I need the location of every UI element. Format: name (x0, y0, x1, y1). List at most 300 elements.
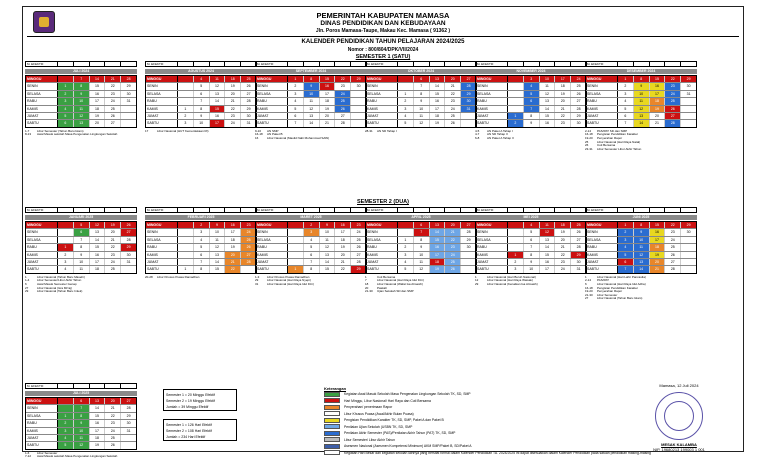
effective-weeks-row (145, 207, 257, 213)
day-cell: 29 (246, 106, 251, 111)
month-block (145, 207, 257, 279)
month-grid (585, 221, 697, 274)
day-name: MINGGU (146, 222, 178, 228)
day-cell (178, 91, 194, 97)
day-cell: 10 (74, 98, 90, 104)
day-cell: 21 (225, 98, 241, 104)
day-cell: 24 (335, 91, 351, 97)
day-cell: 27 (121, 398, 136, 404)
day-row (366, 229, 476, 236)
day-cell: 19 (555, 229, 571, 235)
month-name: JUNI 2025 (585, 215, 697, 220)
day-cell: 1 (58, 244, 74, 250)
day-cell: 15 (320, 76, 336, 82)
legend-title: Keterangan (324, 386, 347, 391)
effective-weeks-label: M. EFEKTIF (26, 208, 58, 212)
day-cell (58, 76, 74, 82)
legend-swatch (324, 424, 340, 429)
legend-text: Penilaian Akhir Semester (PAS)/Penilaian Akhir Tahun (PAT) TK, SD, SMP (344, 431, 456, 436)
month-name: JANUARI 2025 (25, 215, 137, 220)
day-cell: 27 (356, 252, 361, 257)
day-cell: 13 (320, 252, 336, 258)
day-cell: 28 (461, 83, 476, 89)
day-cell: 6 (524, 237, 540, 243)
day-row (366, 244, 476, 251)
day-cell: 16 (650, 83, 666, 89)
note-item: 16-18 AN Paket B (255, 132, 283, 137)
day-cell (58, 222, 74, 228)
month-grid (145, 221, 257, 274)
day-row (586, 120, 696, 126)
day-cell (508, 237, 524, 243)
month-grid (365, 221, 477, 274)
days-summary (163, 419, 237, 441)
day-cell: 23 (445, 98, 461, 104)
month-name: SEPTEMBER 2024 (255, 69, 367, 74)
day-row (26, 435, 136, 442)
day-cell: 9 (414, 244, 430, 250)
day-cell: 19 (225, 244, 241, 250)
day-cell (351, 98, 366, 104)
day-cell (121, 120, 136, 126)
day-cell: 21 (445, 229, 461, 235)
day-cell: 2 (58, 420, 74, 426)
day-cell: 5 (524, 229, 540, 235)
day-row (26, 413, 136, 420)
day-name: SABTU (586, 120, 618, 126)
day-name: SABTU (256, 120, 288, 126)
day-cell: 20 (445, 76, 461, 82)
day-row (476, 237, 586, 244)
day-cell: 1 (618, 76, 634, 82)
day-cell: 2 (194, 222, 210, 228)
day-cell: 2 (58, 252, 74, 258)
day-row (476, 252, 586, 259)
month-notes (25, 452, 137, 459)
note-item: 26 Cuti Bersama (585, 143, 616, 148)
day-name: RABU (256, 98, 288, 104)
day-cell: 26 (105, 113, 121, 119)
day-cell: 8 (414, 91, 430, 97)
day-cell: 17 (90, 98, 106, 104)
day-cell: 15 (210, 266, 226, 272)
note-item: 1 Cuti Bersama (365, 274, 396, 279)
day-name: SELASA (146, 91, 178, 97)
day-cell (178, 244, 194, 250)
month-grid (365, 75, 477, 128)
day-cell: 21 (445, 83, 461, 89)
day-name: JUMAT (146, 259, 178, 265)
day-name: SENIN (586, 83, 618, 89)
day-name: SABTU (146, 266, 178, 272)
day-cell: 26 (246, 84, 251, 89)
day-cell: 16 (225, 222, 241, 228)
day-cell: 3 (58, 98, 74, 104)
day-cell: 18 (90, 106, 106, 112)
day-cell: 26 (445, 266, 461, 272)
day-cell: 3 (524, 76, 540, 82)
day-cell: 29 (681, 222, 696, 228)
day-cell: 18 (650, 98, 666, 104)
day-name: SABTU (476, 266, 508, 272)
effective-weeks-label: M. EFEKTIF (146, 208, 178, 212)
day-cell: 10 (634, 237, 650, 243)
day-name: SELASA (146, 237, 178, 243)
day-cell: 27 (461, 222, 476, 228)
day-cell: 17 (90, 259, 106, 265)
day-cell (288, 229, 304, 235)
day-cell: 26 (445, 120, 461, 126)
note-item: 31 Libur Nasional (Hari Raya Idul Fitri) (255, 281, 314, 286)
day-cell: 25 (356, 237, 361, 242)
day-row (146, 266, 256, 272)
day-cell: 28 (126, 406, 131, 411)
day-name: RABU (256, 244, 288, 250)
day-row (476, 244, 586, 251)
day-cell: 4 (58, 435, 74, 441)
day-cell: 12 (634, 106, 650, 112)
month-name: MEI 2025 (475, 215, 587, 220)
day-cell: 31 (246, 121, 251, 126)
day-row (26, 83, 136, 90)
day-row (146, 237, 256, 244)
day-name: RABU (586, 98, 618, 104)
day-cell: 28 (576, 245, 581, 250)
note-item: 6 Awal Masuk Semester Genap (25, 281, 77, 286)
legend-text: Kegiatan Awal Masuk Sekolah Masa Pengenalan Lingkungan Sekolah TK, SD, SMP (344, 392, 471, 397)
day-cell: 28 (466, 230, 471, 235)
day-row (476, 120, 586, 126)
effective-weeks-row (255, 61, 367, 67)
day-cell: 9 (524, 120, 540, 126)
day-cell: 13 (90, 398, 106, 404)
note-item: 6 Libur Nasional (Hari Raya Idul Adha) (585, 281, 646, 286)
month-name: JULI 2025 (25, 391, 137, 396)
effective-weeks-label: M. EFEKTIF (476, 62, 508, 66)
month-notes (145, 130, 257, 134)
day-cell (178, 229, 194, 235)
legend-swatch (324, 411, 340, 416)
day-row (366, 91, 476, 98)
day-cell: 2 (508, 259, 524, 265)
month-name: AGUSTUS 2024 (145, 69, 257, 74)
day-name: MINGGU (476, 222, 508, 228)
day-cell: 6 (618, 113, 634, 119)
legend-text: Penilaian Ujian Sekolah (USBN TK, SD, SMP (344, 424, 413, 429)
summary-line: Semester 1 = 126 Hari Efektif (166, 423, 212, 427)
day-cell: 2 (508, 120, 524, 126)
day-cell (461, 266, 476, 272)
day-cell: 29 (571, 252, 586, 258)
day-name: SELASA (26, 91, 58, 97)
day-cell: 2 (58, 91, 74, 97)
day-name: MINGGU (26, 76, 58, 82)
month-block (365, 207, 477, 294)
day-cell: 2 (618, 229, 634, 235)
day-cell: 3 (58, 259, 74, 265)
day-cell (681, 113, 696, 119)
day-row (586, 252, 696, 259)
day-cell: 4 (524, 222, 540, 228)
day-cell (351, 120, 366, 126)
month-block (25, 383, 137, 459)
day-row (146, 83, 256, 90)
day-row (256, 222, 366, 229)
day-row (476, 229, 586, 236)
day-cell: 23 (335, 83, 351, 89)
day-cell: 28 (576, 106, 581, 111)
day-row (26, 113, 136, 120)
day-cell: 27 (241, 252, 256, 258)
day-cell: 10 (414, 106, 430, 112)
legend-swatch (324, 450, 340, 455)
day-cell: 29 (126, 84, 131, 89)
day-cell: 29 (576, 113, 581, 118)
day-cell (461, 113, 476, 119)
day-cell: 7 (288, 120, 304, 126)
day-cell (681, 266, 696, 272)
day-cell: 22 (105, 244, 121, 250)
day-cell (121, 106, 136, 112)
day-row (476, 113, 586, 120)
month-name: APRIL 2025 (365, 215, 477, 220)
day-name: SELASA (586, 91, 618, 97)
day-cell: 22 (555, 252, 571, 258)
day-cell: 11 (414, 113, 430, 119)
day-row (366, 98, 476, 105)
day-cell: 13 (74, 120, 90, 126)
day-cell: 21 (105, 237, 121, 243)
note-item: 27 Libur Nasional (Tahun Baru Islam) (585, 296, 643, 301)
day-cell: 20 (445, 222, 461, 228)
day-cell: 10 (74, 428, 90, 434)
day-row (146, 113, 256, 120)
day-name: SABTU (26, 120, 58, 126)
day-cell: 30 (126, 252, 131, 257)
day-cell: 8 (74, 244, 90, 250)
month-notes (255, 276, 367, 287)
day-cell: 9 (74, 91, 90, 97)
day-cell: 15 (540, 113, 556, 119)
month-notes (475, 130, 587, 141)
day-row (146, 222, 256, 229)
day-name: SABTU (26, 442, 58, 448)
effective-weeks-label: M. EFEKTIF (476, 208, 508, 212)
day-cell: 12 (210, 244, 226, 250)
day-cell: 25 (445, 259, 461, 265)
semester1-label: SEMESTER 1 (SATU) (355, 54, 411, 60)
day-cell: 21 (105, 405, 121, 411)
day-row (586, 76, 696, 83)
day-cell: 4 (398, 259, 414, 265)
day-row (256, 266, 366, 272)
day-name: KAMIS (476, 106, 508, 112)
day-cell (288, 244, 304, 250)
day-cell: 14 (430, 229, 446, 235)
calendar-number: Nomor : 800/804/DPK/VII/2024 (347, 47, 419, 53)
day-cell: 4 (304, 237, 320, 243)
day-row (26, 91, 136, 98)
legend-text: Kegiatan Hari Besar dan kegiatan sekolah lainnya yang bersifat formal dalam Kalender Pendidikan TA. 2024/2025 ini dapat disesuaikan dalam Kalender Pendidikan pada satuan pendidikan masing-masing (344, 450, 651, 455)
day-cell: 27 (105, 120, 121, 126)
note-item: 2-14 PAS/PAT SD dan SMP (585, 128, 628, 133)
day-cell: 8 (194, 106, 210, 112)
note-item: 29 Libur Nasional (Hari Raya Nyepi) (255, 278, 311, 283)
day-cell (681, 98, 696, 104)
summary-line: Semester 1 = 20 Minggu Efektif (166, 393, 215, 397)
effective-weeks-row (145, 61, 257, 67)
day-cell: 23 (445, 244, 461, 250)
day-cell: 21 (335, 259, 351, 265)
day-cell: 24 (105, 428, 121, 434)
day-cell: 11 (414, 259, 430, 265)
day-cell: 21 (225, 259, 241, 265)
day-cell: 4 (524, 83, 540, 89)
day-name: KAMIS (26, 428, 58, 434)
weeks-summary (163, 389, 237, 411)
day-cell: 3 (618, 237, 634, 243)
day-cell: 4 (618, 98, 634, 104)
month-notes (365, 276, 477, 294)
day-name: KAMIS (26, 252, 58, 258)
day-cell: 19 (90, 442, 106, 448)
note-item: 19-20 Penyerahan Rapor (585, 289, 623, 294)
day-cell: 29 (126, 413, 131, 418)
day-row (476, 266, 586, 272)
legend-swatch (324, 405, 340, 410)
day-cell: 30 (576, 121, 581, 126)
day-name: SENIN (26, 405, 58, 411)
day-cell: 4 (398, 113, 414, 119)
day-row (256, 259, 366, 266)
day-cell: 24 (356, 230, 361, 235)
day-cell: 1 (398, 237, 414, 243)
day-cell: 6 (288, 113, 304, 119)
legend-text: Penyerahan/ penerimaan Rapor (344, 405, 393, 410)
day-cell: 13 (90, 229, 106, 235)
day-name: RABU (366, 244, 398, 250)
day-name: SABTU (476, 120, 508, 126)
day-cell: 9 (304, 83, 320, 89)
day-name: RABU (366, 98, 398, 104)
month-name: JULI 2024 (25, 69, 137, 74)
day-cell: 17 (650, 237, 666, 243)
day-cell: 14 (540, 244, 556, 250)
day-cell: 20 (320, 113, 336, 119)
month-grid (475, 221, 587, 274)
day-cell: 19 (105, 222, 121, 228)
day-cell: 10 (74, 259, 90, 265)
day-cell: 25 (665, 244, 681, 250)
day-cell: 25 (571, 222, 586, 228)
day-cell: 17 (650, 91, 666, 97)
day-row (476, 83, 586, 90)
day-cell: 21 (555, 244, 571, 250)
month-block (25, 61, 137, 137)
day-cell: 12 (414, 120, 430, 126)
day-row (366, 83, 476, 90)
note-item: 6-8 AN Paket A Tahap II (475, 135, 514, 140)
header-divider (27, 36, 739, 37)
day-cell (508, 98, 524, 104)
day-cell: 13 (210, 91, 226, 97)
day-cell: 29 (351, 266, 366, 272)
day-cell: 20 (335, 252, 351, 258)
note-item: 7 Libur Nasional (Hari Raya Idul Fitri) (365, 278, 424, 283)
day-cell: 11 (74, 266, 90, 272)
day-cell: 7 (524, 106, 540, 112)
day-cell: 26 (356, 245, 361, 250)
day-cell: 6 (194, 252, 210, 258)
day-cell (178, 252, 194, 258)
day-cell: 14 (430, 83, 446, 89)
day-name: KAMIS (256, 106, 288, 112)
day-row (146, 259, 256, 266)
month-block (585, 61, 697, 151)
day-cell: 30 (686, 230, 691, 235)
effective-weeks-row (475, 61, 587, 67)
month-block (585, 207, 697, 301)
day-cell: 25 (105, 266, 121, 272)
day-cell: 12 (90, 222, 106, 228)
day-name: MINGGU (256, 76, 288, 82)
day-cell: 30 (576, 259, 581, 264)
day-cell: 12 (74, 113, 90, 119)
day-row (26, 405, 136, 412)
day-cell: 20 (225, 91, 241, 97)
effective-weeks-label: M. EFEKTIF (26, 384, 58, 388)
day-cell: 29 (466, 237, 471, 242)
day-cell: 21 (320, 120, 336, 126)
day-row (366, 120, 476, 126)
day-name: RABU (26, 420, 58, 426)
day-name: SELASA (256, 91, 288, 97)
day-cell: 2 (398, 244, 414, 250)
day-cell: 25 (576, 84, 581, 89)
day-cell: 17 (430, 252, 446, 258)
month-block (255, 61, 367, 141)
day-cell: 25 (241, 76, 256, 82)
effective-weeks-label: M. EFEKTIF (366, 208, 398, 212)
note-item: 29 Libur Nasional (Tahun Baru Imlek) (25, 289, 83, 294)
effective-weeks-row (365, 207, 477, 213)
note-item: 2-14 PAS/PAT (585, 278, 610, 283)
day-cell: 6 (618, 259, 634, 265)
day-cell: 28 (665, 120, 681, 126)
day-cell: 7 (304, 259, 320, 265)
day-cell: 5 (58, 113, 74, 119)
day-cell: 13 (430, 76, 446, 82)
day-name: SELASA (366, 91, 398, 97)
day-cell: 17 (210, 120, 226, 126)
day-cell (681, 252, 696, 258)
day-cell: 28 (126, 237, 131, 242)
day-cell: 26 (335, 106, 351, 112)
header-department: DINAS PENDIDIKAN DAN KEBUDAYAAN (320, 20, 446, 27)
day-row (26, 229, 136, 236)
day-cell: 22 (225, 106, 241, 112)
day-cell: 13 (634, 259, 650, 265)
day-cell: 9 (320, 222, 336, 228)
day-name: MINGGU (366, 222, 398, 228)
signature-place-date: Mamasa, 12 Juli 2024 (659, 383, 699, 388)
day-name: MINGGU (26, 222, 58, 228)
day-cell (398, 222, 414, 228)
day-cell: 23 (225, 113, 241, 119)
note-item: 21-30 Libur Semester (585, 292, 618, 297)
legend-text: Hari Minggu, Libur Nasional/ Hari Raya dan Cuti Bersama (344, 398, 431, 403)
day-row (586, 91, 696, 98)
